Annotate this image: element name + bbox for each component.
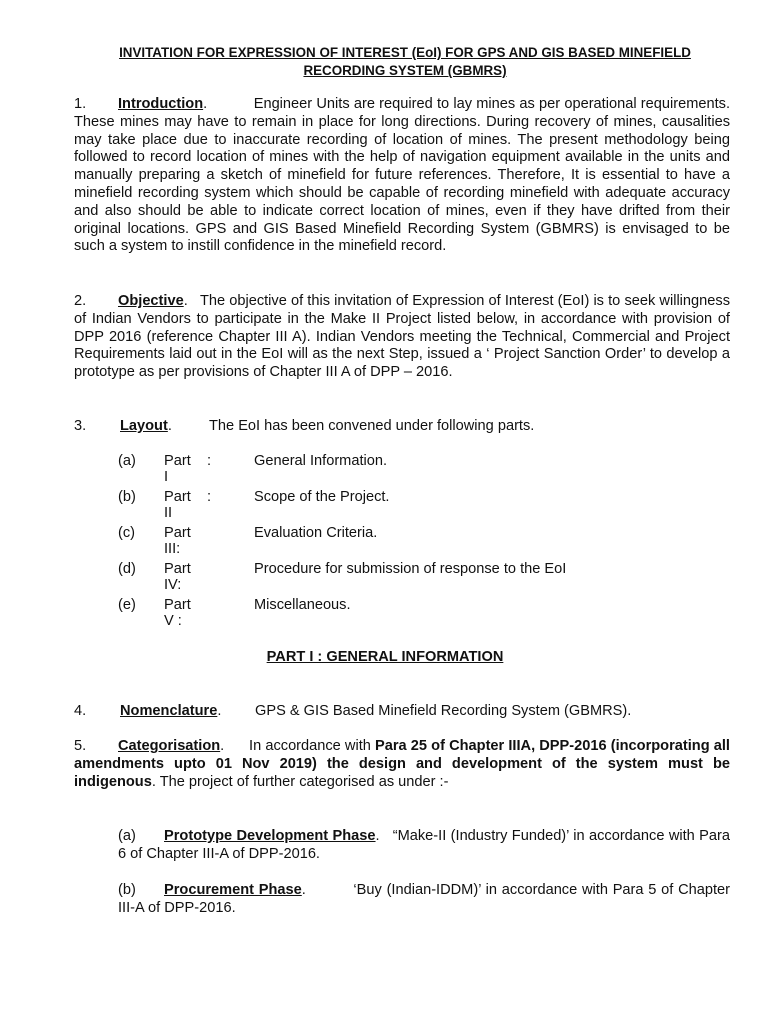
item-part: Part III: <box>164 525 191 557</box>
item-part: Part I <box>164 453 191 485</box>
para-text-end: . The project of further categorised as under :- <box>151 773 449 790</box>
para-text: In accordance with <box>249 738 376 754</box>
para-heading: Layout <box>120 418 168 434</box>
document-title <box>60 44 750 80</box>
title-line-2: RECORDING SYSTEM (GBMRS) <box>303 63 507 78</box>
item-desc: Evaluation Criteria. <box>254 525 378 541</box>
item-part: Part IV: <box>164 561 191 593</box>
sub-heading: Procurement Phase <box>164 882 302 898</box>
paragraph-categorisation: 5. Categorisation. In accordance with Para 25 of Chapter IIIA, DPP-2016 (incorporating all amendments upto 01 Nov 2019) the design and development of the system must be indigenous. The project of further categorised as under :- <box>74 738 730 790</box>
sub-letter: (a) <box>118 828 136 844</box>
item-letter: (a) <box>118 453 136 469</box>
item-desc: Procedure for submission of response to the EoI <box>254 561 567 577</box>
para-text: Engineer Units are required to lay mines as per operational requirements. These mines may have to remain in place for long directions. During recovery of mines, causalities may take place due to inaccurate recording of location of mines. The present methodology being followed to record location of mines with the help of navigation equipment available in the units and manually preparing a sketch of minefield for future references. Therefore, It is essential to have a minefield recording system which should be capable of recording minefield with adequate accuracy and also should be able to indicate correct location of mines, even if they have drifted from their original locations. GPS and GIS Based Minefield Recording System (GBMRS) is envisaged to be such a system to instill confidence in the minefield record. <box>74 96 731 255</box>
paragraph-nomenclature: 4. Nomenclature. GPS & GIS Based Minefield Recording System (GBMRS). <box>74 703 632 719</box>
paragraph-objective: 2. Objective. The objective of this invitation of Expression of Interest (EoI) is to seek willingness of Indian Vendors to participate in the Make II Project listed below, in accordance with provision of DPP 2016 (reference Chapter III A). Indian Vendors meeting the Technical, Commercial and Project Requirements laid out in the EoI will as the next Step, issued a ‘ Project Sanction Order’ to develop a prototype as per provisions of Chapter III A of DPP – 2016. <box>74 293 730 381</box>
para-number: 5. <box>74 738 87 754</box>
item-letter: (b) <box>118 489 136 505</box>
item-part: Part II <box>164 489 191 521</box>
para-heading: Introduction <box>118 96 204 112</box>
para-number: 4. <box>74 703 87 719</box>
subparagraph-procurement: (b) Procurement Phase. ‘Buy (Indian-IDDM)’ in accordance with Para 5 of Chapter III-A of DPP-2016. <box>118 882 730 916</box>
paragraph-layout: 3. Layout. The EoI has been convened under following parts. <box>74 418 535 434</box>
para-number: 1. <box>74 96 87 112</box>
para-text-bold: Para 25 of Chapter IIIA, DPP-2016 (incorporating all amendments upto 01 Nov 2019) the design and development of the system must be indigenous <box>74 738 730 790</box>
sub-text: “Make-II (Industry Funded)’ in accordance with Para 6 of Chapter III-A of DPP-2016. <box>118 828 731 862</box>
item-letter: (d) <box>118 561 136 577</box>
para-heading: Objective <box>118 293 184 309</box>
item-sep: : <box>207 453 212 469</box>
part-heading: PART I : GENERAL INFORMATION <box>266 649 504 665</box>
para-text: GPS & GIS Based Minefield Recording System (GBMRS). <box>255 703 632 719</box>
subparagraph-prototype: (a) Prototype Development Phase. “Make-II (Industry Funded)’ in accordance with Para 6 of Chapter III-A of DPP-2016. <box>118 828 731 862</box>
para-number: 2. <box>74 293 87 309</box>
item-sep: : <box>207 489 212 505</box>
para-number: 3. <box>74 418 87 434</box>
para-heading: Categorisation <box>118 738 221 754</box>
sub-heading: Prototype Development Phase <box>164 828 376 844</box>
title-line-1: INVITATION FOR EXPRESSION OF INTEREST (EoI) FOR GPS AND GIS BASED MINEFIELD <box>119 45 691 60</box>
item-part: Part V : <box>164 597 191 629</box>
item-desc: Miscellaneous. <box>254 597 351 613</box>
item-letter: (e) <box>118 597 136 613</box>
para-text: The EoI has been convened under following parts. <box>209 418 535 434</box>
item-desc: Scope of the Project. <box>254 489 390 505</box>
para-text: The objective of this invitation of Expression of Interest (EoI) is to seek willingness of Indian Vendors to participate in the Make II Project listed below, in accordance with provision of DPP 2016 (reference Chapter III A). Indian Vendors meeting the Technical, Commercial and Project Requirements laid out in the EoI will as the next Step, issued a ‘ Project Sanction Order’ to develop a prototype as per provisions of Chapter III A of DPP – 2016. <box>74 293 730 381</box>
para-heading: Nomenclature <box>120 703 218 719</box>
sub-text: ‘Buy (Indian-IDDM)’ in accordance with Para 5 of Chapter III-A of DPP-2016. <box>118 882 730 916</box>
item-letter: (c) <box>118 525 136 541</box>
item-desc: General Information. <box>254 453 388 469</box>
sub-letter: (b) <box>118 882 136 898</box>
paragraph-introduction: 1. Introduction. Engineer Units are required to lay mines as per operational requirements. These mines may have to remain in place for long directions. During recovery of mines, causalities may take place due to inaccurate recording of location of mines. The present methodology being followed to record location of mines with the help of navigation equipment available in the units and manually preparing a sketch of minefield for future references. Therefore, It is essential to have a minefield recording system which should be capable of recording minefield with adequate accuracy and also should be able to indicate correct location of mines, even if they have drifted from their original locations. GPS and GIS Based Minefield Recording System (GBMRS) is envisaged to be such a system to instill confidence in the minefield record. <box>74 96 731 255</box>
